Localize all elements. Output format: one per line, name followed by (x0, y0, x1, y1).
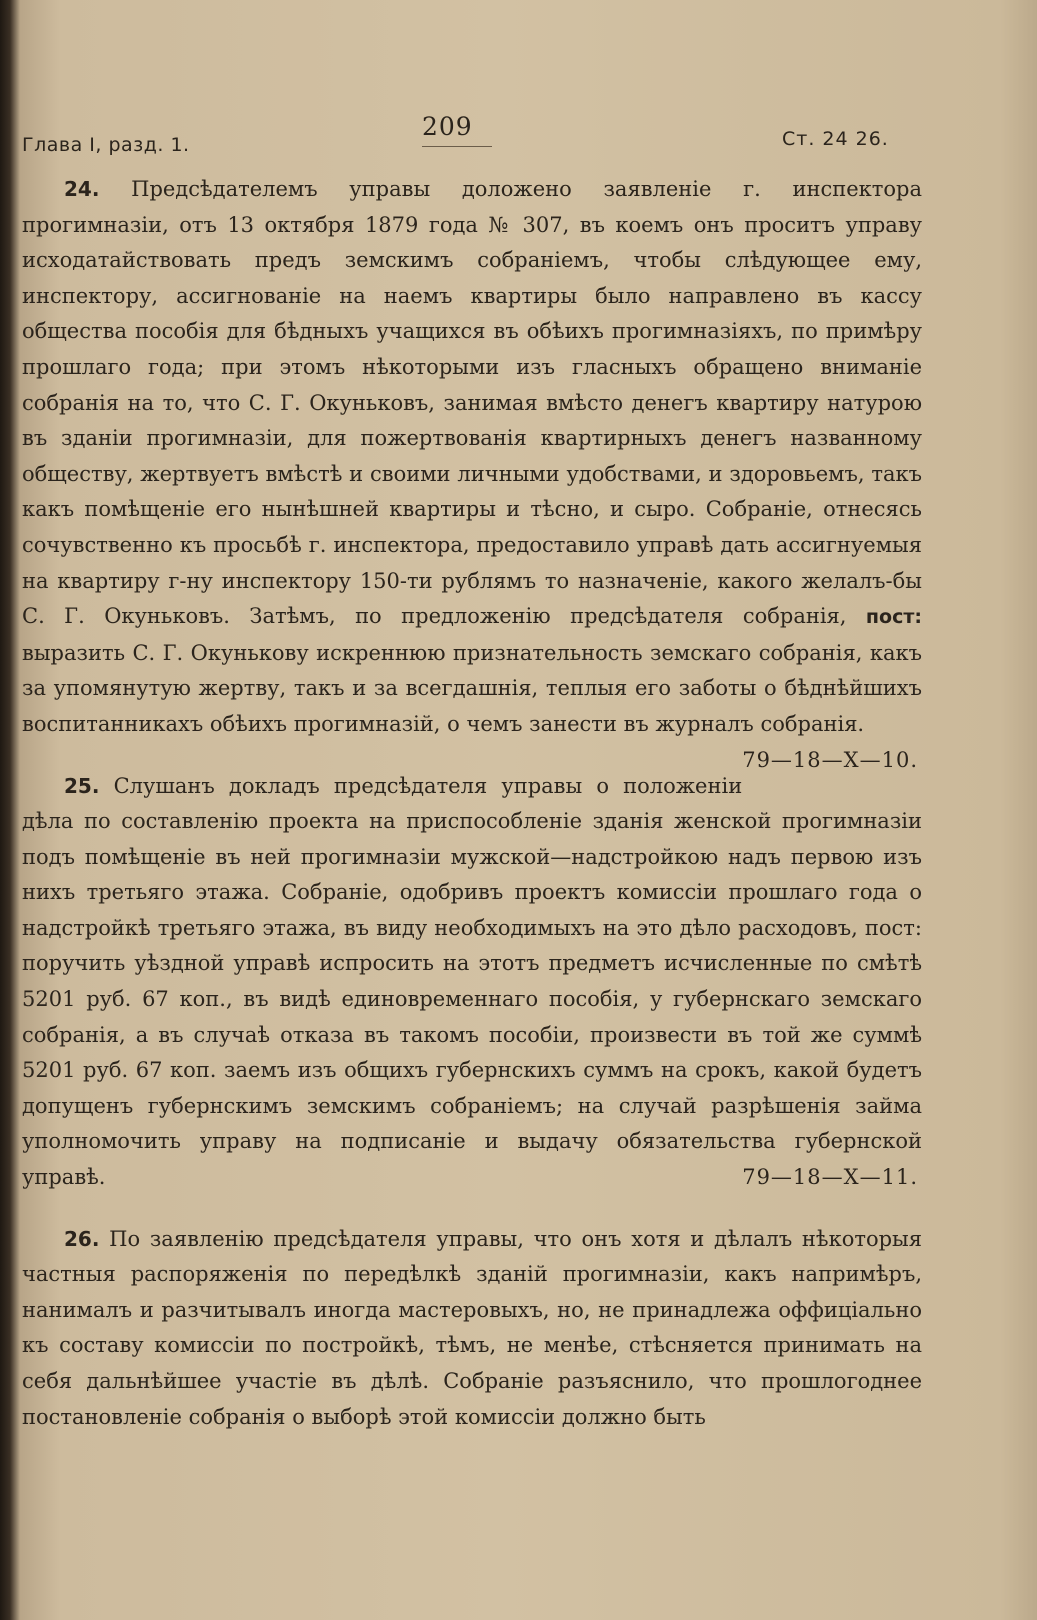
article-25 (22, 769, 922, 1196)
chapter-reference: Глава I, разд. 1. (22, 134, 190, 156)
article-text: Предсѣдателемъ управы доложено заявленіе г. инспектора прогимназіи, отъ 13 октября 1879 года № 307, въ коемъ онъ проситъ управу исходатайствовать предъ земскимъ собраніемъ, чтобы слѣдующее ему, инспектору, ассигнованіе на наемъ квартиры было направлено въ кассу общества пособія для бѣдныхъ учащихся въ обѣихъ прогимназіяхъ, по примѣру прошлаго года; при этомъ нѣкоторыми изъ гласныхъ обращено вниманіе собранія на то, что С. Г. Окуньковъ, занимая вмѣсто денегъ квартиру натурою въ зданіи прогимназіи, для пожертвованія квартирныхъ денегъ названному обществу, жертвуетъ вмѣстѣ и своими личными удобствами, и здоровьемъ, такъ какъ помѣщеніе его нынѣшней квартиры и тѣсно, и сыро. Собраніе, отнесясь сочувственно къ просьбѣ г. инспектора, предоставило управѣ дать ассигнуемыя на квартиру г-ну инспектору 150-ти рублямъ то назначеніе, какого желалъ-бы С. Г. Окуньковъ. Затѣмъ, по предложенію предсѣдателя собранія, (22, 177, 922, 629)
article-text: Слушанъ докладъ предсѣдателя управы о положеніи дѣла по составленію проекта на приспособленіе зданія женской прогимназіи подъ помѣщеніе въ ней прогимназіи мужской—надстройкою надъ первою изъ нихъ третьяго этажа. Собраніе, одобривъ проектъ комиссіи прошлаго года о надстройкѣ третьяго этажа, въ виду необходимыхъ на это дѣло расходовъ, (22, 773, 922, 940)
articles-range: Ст. 24 26. (782, 128, 889, 150)
decision-marker: пост: (865, 606, 922, 629)
article-24 (22, 172, 922, 772)
page-number: 209 (422, 112, 473, 141)
page-header (22, 112, 902, 162)
page-body (22, 172, 922, 1435)
article-text-continued: выразить С. Г. Окунькову искреннюю признательность земскаго собранія, какъ за упомянутую жертву, такъ и за всегдашнія, теплыя его заботы о бѣднѣйшихъ воспитанникахъ обѣихъ прогимназій, о чемъ занести въ журналъ собранія. (22, 640, 922, 736)
article-text-continued: поручить уѣздной управѣ испросить на этотъ предметъ исчисленные по смѣтѣ 5201 руб. 67 коп., въ видѣ единовременнаго пособія, у губернскаго земскаго собранія, а въ случаѣ отказа въ такомъ пособіи, произвести въ той же суммѣ 5201 руб. 67 коп. заемъ изъ общихъ губернскихъ суммъ на срокъ, какой будетъ допущенъ губернскимъ земскимъ собраніемъ; на случай разрѣшенія займа уполномочить управу на подписаніе и выдачу обязательства губернской управѣ. (22, 951, 922, 1190)
article-number: 25. (64, 773, 100, 798)
page-number-rule (422, 146, 492, 147)
article-number: 24. (64, 177, 100, 201)
article-number: 26. (64, 1226, 100, 1251)
article-text: По заявленію предсѣдателя управы, что онъ хотя и дѣлалъ нѣкоторыя частныя распоряженія по передѣлкѣ зданій прогимназіи, какъ напримѣръ, нанималъ и разчитывалъ иногда мастеровыхъ, но, не принадлежа оффиціально къ составу комиссіи по постройкѣ, тѣмъ, не менѣе, стѣсняется принимать на себя дальнѣйшее участіе въ дѣлѣ. Собраніе разъяснило, что прошлогоднее постановленіе собранія о выборѣ этой комиссіи должно быть (22, 1226, 922, 1429)
journal-reference: 79—18—X—10. (742, 747, 918, 772)
decision-marker: пост: (864, 915, 922, 940)
journal-reference: 79—18—X—11. (742, 1165, 918, 1190)
article-26 (22, 1222, 922, 1436)
